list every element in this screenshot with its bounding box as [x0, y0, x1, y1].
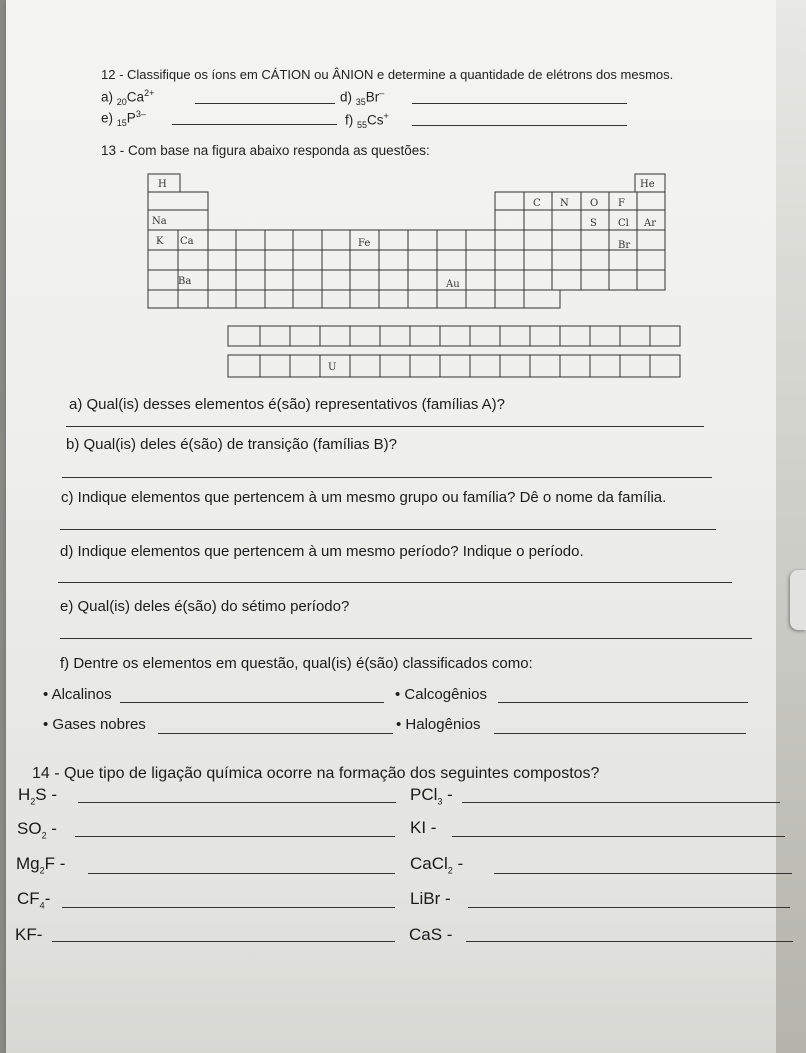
alcalinos-answer-line[interactable]	[120, 702, 384, 703]
gases-nobres-answer-line[interactable]	[158, 733, 393, 734]
compound-so2: $SO_2$ -	[17, 819, 57, 841]
q14-title: 14 - Que tipo de ligação química ocorre na formação dos seguintes compostos?	[32, 765, 600, 782]
q13-c-answer-line[interactable]	[60, 529, 716, 530]
libr-answer-line[interactable]	[468, 907, 790, 908]
q13-f-alcalinos: • Alcalinos	[43, 686, 112, 703]
q12-item-f: f) $_{55}$Cs+	[345, 111, 389, 131]
cas-answer-line[interactable]	[466, 941, 793, 942]
symbol-au: Au	[446, 279, 460, 290]
symbol-u: U	[328, 362, 337, 373]
q13-a: a) Qual(is) desses elementos é(são) representativos (famílias A)?	[69, 396, 506, 413]
q13-c: c) Indique elementos que pertencem à um mesmo grupo ou família? Dê o nome da família.	[61, 489, 667, 506]
q12-item-a: a) $_{20}Ca^{2+}$	[101, 88, 155, 108]
binder-clip	[790, 570, 806, 630]
cf4-answer-line[interactable]	[62, 907, 395, 908]
q13-f: f) Dentre os elementos em questão, qual(is) é(são) classificados como:	[60, 655, 533, 672]
symbol-h: H	[158, 179, 167, 190]
symbol-k: K	[156, 236, 164, 247]
q13-e: e) Qual(is) deles é(são) do sétimo período?	[60, 598, 350, 615]
halogenios-answer-line[interactable]	[494, 733, 746, 734]
symbol-br: Br	[618, 240, 631, 251]
calcogenios-answer-line[interactable]	[498, 702, 748, 703]
q12-d-answer-line[interactable]	[412, 103, 627, 104]
q12-f-answer-line[interactable]	[412, 125, 627, 126]
compound-libr: LiBr -	[410, 889, 451, 908]
q13-d-answer-line[interactable]	[58, 582, 732, 583]
symbol-o: O	[590, 198, 599, 209]
so2-answer-line[interactable]	[75, 836, 395, 837]
q13-a-answer-line[interactable]	[66, 426, 704, 427]
mg2f-answer-line[interactable]	[88, 873, 395, 874]
compound-kf: KF-	[15, 925, 43, 944]
q12-item-d: d) $_{35}$Br–	[340, 88, 385, 108]
kf-answer-line[interactable]	[52, 941, 395, 942]
symbol-s: S	[590, 218, 597, 229]
q13-f-halogenios: • Halogênios	[396, 716, 481, 733]
symbol-na: Na	[152, 216, 167, 227]
compound-cas: CaS -	[409, 925, 453, 944]
q13-b-answer-line[interactable]	[62, 477, 712, 478]
q12-a-answer-line[interactable]	[195, 103, 335, 104]
q12-item-e: e) $_{15}P^{3-}$	[101, 109, 146, 129]
symbol-fe: Fe	[358, 238, 371, 249]
compound-cacl2: CaCl$_2$ -	[410, 854, 464, 876]
q13-title: 13 - Com base na figura abaixo responda as questões:	[101, 143, 430, 158]
q13-f-calcogenios: • Calcogênios	[395, 686, 487, 703]
compound-h2s: $H_2S$ -	[18, 785, 58, 807]
compound-mg2f: $Mg_2F$ -	[16, 854, 66, 876]
compound-pcl3: PCl$_3$ -	[410, 785, 453, 807]
cacl2-answer-line[interactable]	[494, 873, 792, 874]
symbol-c: C	[533, 198, 541, 209]
q13-d: d) Indique elementos que pertencem à um mesmo período? Indique o período.	[60, 543, 584, 560]
symbol-ar: Ar	[644, 218, 657, 229]
q13-b: b) Qual(is) deles é(são) de transição (famílias B)?	[66, 436, 397, 453]
symbol-ba: Ba	[178, 276, 192, 287]
symbol-he: He	[640, 179, 655, 190]
h2s-answer-line[interactable]	[78, 802, 396, 803]
compound-cf4: $CF_4-$	[17, 889, 51, 911]
symbol-ca: Ca	[180, 236, 194, 247]
q12-title: 12 - Classifique os íons em CÁTION ou ÂNION e determine a quantidade de elétrons dos mesmos.	[101, 67, 674, 82]
q13-f-gases-nobres: • Gases nobres	[43, 716, 146, 733]
compound-ki: KI -	[410, 818, 437, 837]
pcl3-answer-line[interactable]	[462, 802, 780, 803]
q12-e-answer-line[interactable]	[172, 124, 337, 125]
ki-answer-line[interactable]	[452, 836, 785, 837]
periodic-table-figure	[128, 166, 688, 381]
symbol-f: F	[618, 198, 625, 209]
symbol-n: N	[560, 198, 569, 209]
symbol-cl: Cl	[618, 218, 629, 229]
background-edge	[776, 0, 806, 1053]
q13-e-answer-line[interactable]	[60, 638, 752, 639]
